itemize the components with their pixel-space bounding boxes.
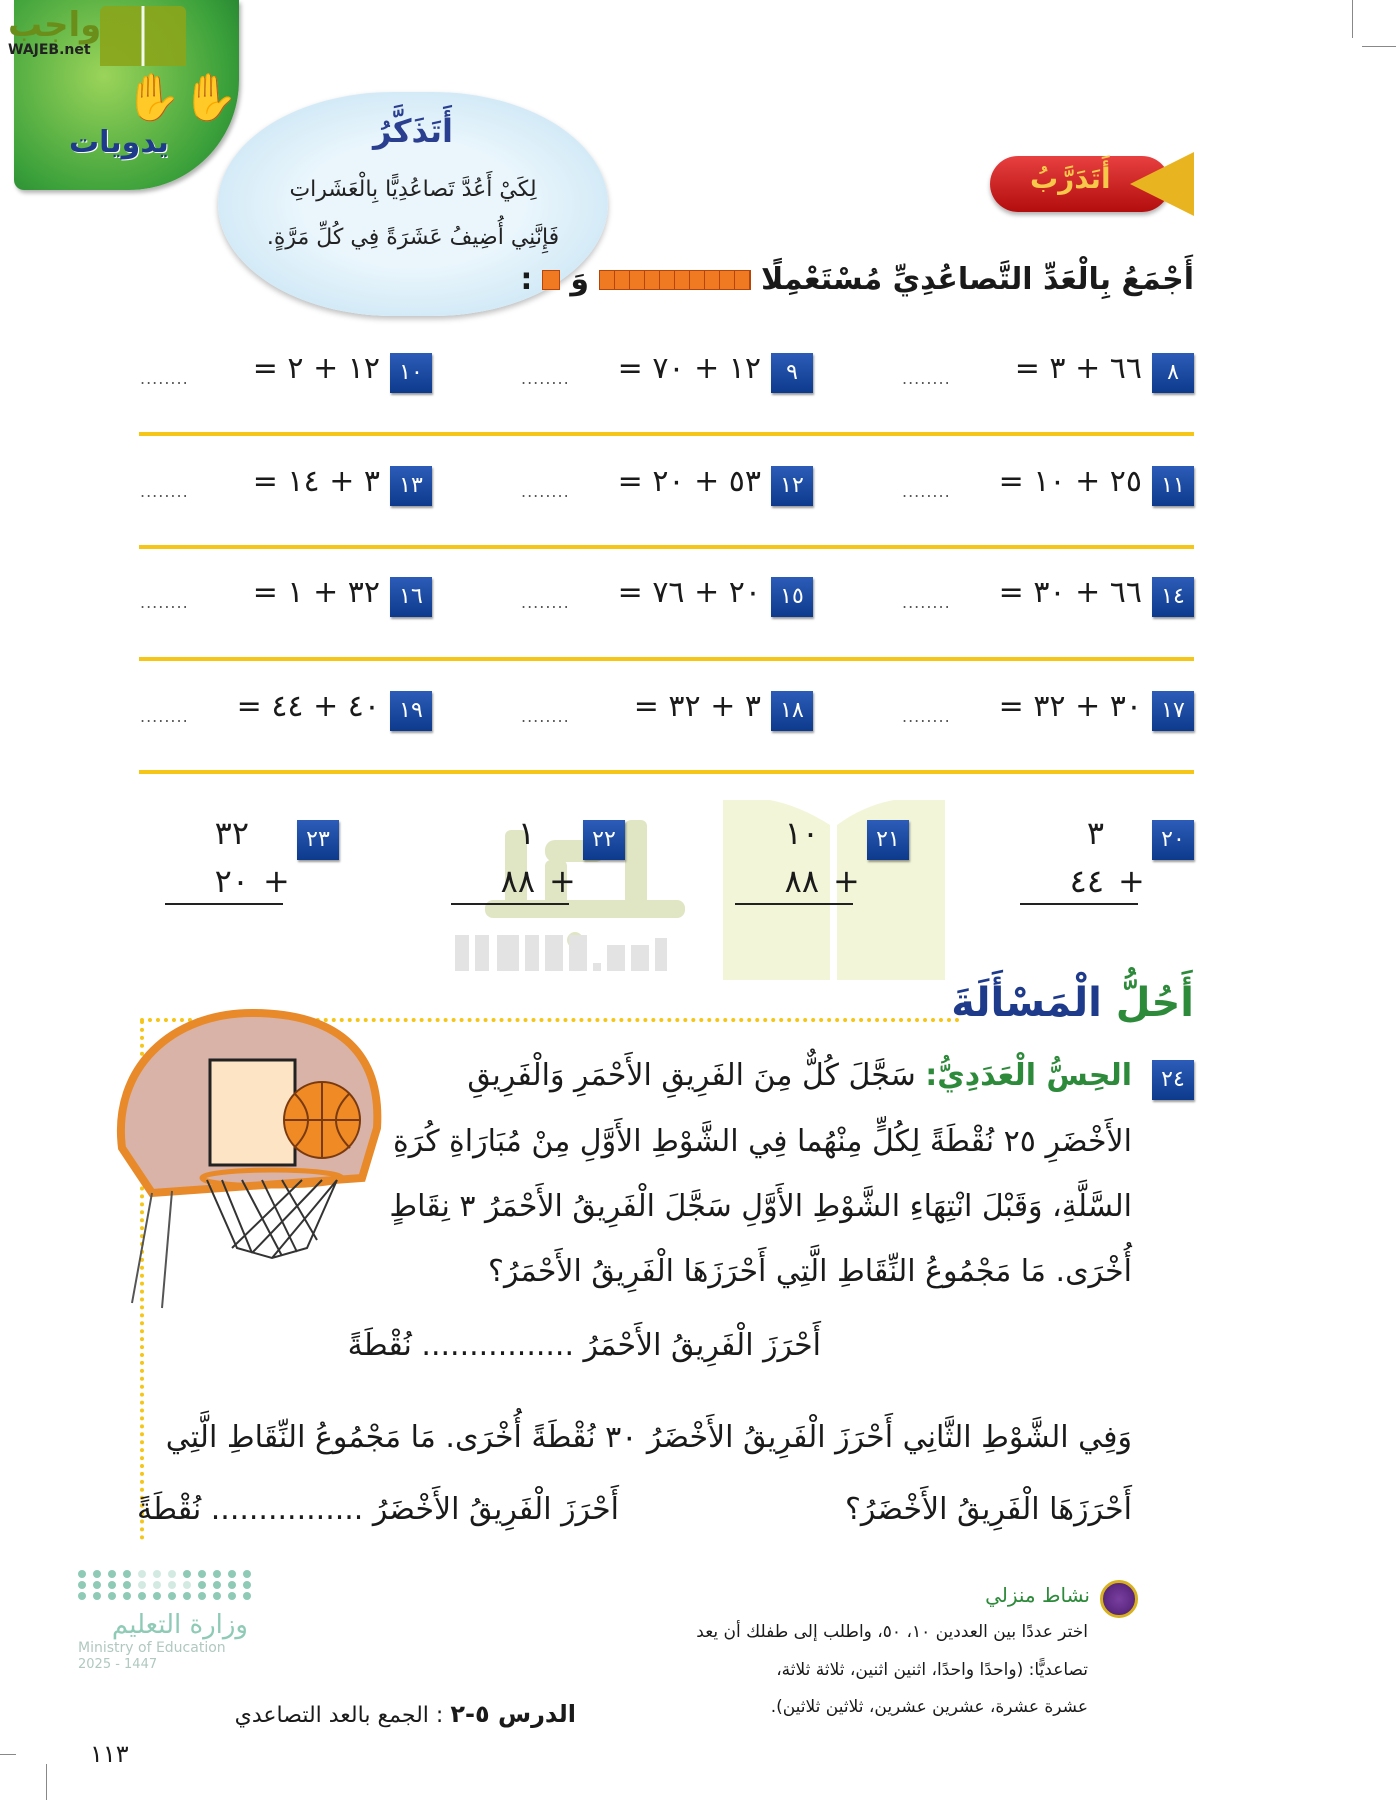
logo-dot [153,1570,161,1578]
logo-dot [93,1581,101,1589]
answer-blank[interactable]: ........ [521,482,570,501]
exercise-expression: ٣ + ٣٢ = [633,689,761,724]
exercise-number-badge: ١١ [1152,466,1194,506]
tab-label: يدويات [69,125,169,160]
exercise-number-badge: ١٧ [1152,691,1194,731]
logo-dot [168,1581,176,1589]
exercise-number-badge: ١٥ [771,577,813,617]
exercise-number-badge: ٩ [771,353,813,393]
unit-cube-icon [542,270,560,290]
exercise-number-badge: ١٨ [771,691,813,731]
exercise-expression: ١٢ + ٧٠ = [617,351,761,386]
logo-dot [153,1592,161,1600]
logo-dot [228,1570,236,1578]
addend-bottom: ٤٤ [1069,862,1104,900]
addend-top: ١ [517,814,535,852]
logo-dot [123,1581,131,1589]
exercise-number-badge: ١٠ [390,353,432,393]
problem-line: الأَخْضَرِ ٢٥ نُقْطَةً لِكُلٍّ مِنْهُما فِي الشَّوْطِ الأَوَّلِ مِنْ مُبَارَاةِ كُرَةِ [392,1124,1132,1159]
exercise-expression: ٣٠ + ٣٢ = [998,689,1142,724]
logo-dot [108,1592,116,1600]
logo-dot [108,1570,116,1578]
logo-dot [213,1570,221,1578]
logo-dot [123,1570,131,1578]
ministry-logo: وزارة التعليم Ministry of Education 2025 - 1447 [78,1570,248,1673]
answer-blank[interactable]: ........ [140,707,189,726]
logo-dot [213,1592,221,1600]
remember-line: لِكَيْ أَعُدَّ تَصاعُدِيًّا بِالْعَشَراتِ [289,177,537,202]
row-divider [139,545,1194,549]
basketball-hoop-icon [112,1008,387,1313]
answer-blank[interactable]: ........ [521,707,570,726]
logo-dot [183,1570,191,1578]
crop-mark [1352,0,1353,38]
practice-instruction: أَجْمَعُ بِالْعَدِّ التَّصاعُدِيِّ مُسْتَعْمِلًا وَ : [520,262,1194,297]
hands-icon: ✋✋ [124,70,239,124]
logo-dot [93,1570,101,1578]
answer-red-field[interactable]: أَحْرَزَ الْفَرِيقُ الأَحْمَرُ ................ نُقْطَةً [347,1328,821,1363]
logo-dot [243,1592,251,1600]
exercise-expression: ٣ + ١٤ = [252,464,380,499]
addend-top: ٣٢ [214,814,249,852]
plus-sign: + [1118,862,1145,900]
logo-dot [78,1581,86,1589]
logo-dot [243,1570,251,1578]
wajeb-logo-book-icon [100,6,186,66]
sum-line [735,903,853,905]
exercise-expression: ٥٣ + ٢٠ = [617,464,761,499]
plus-sign: + [549,862,576,900]
exercise-expression: ٤٠ + ٤٤ = [236,689,380,724]
exercise-expression: ١٢ + ٢ = [252,351,380,386]
exercise-number-badge: ١٦ [390,577,432,617]
answer-blank[interactable]: ........ [140,593,189,612]
problem-line: الحِسُّ الْعَدَدِيُّ: سَجَّلَ كُلٌّ مِنَ الفَرِيقِ الأَحْمَرِ وَالْفَرِيقِ [467,1058,1132,1093]
addend-bottom: ٨٨ [500,862,535,900]
exercise-expression: ٦٦ + ٣ = [1014,351,1142,386]
exercise-number-badge: ١٢ [771,466,813,506]
exercise-expression: ٦٦ + ٣٠ = [998,575,1142,610]
answer-green-field[interactable]: أَحْرَزَ الْفَرِيقُ الأَخْضَرُ ................ نُقْطَةً [137,1492,619,1527]
exercise-expression: ٢٥ + ١٠ = [998,464,1142,499]
home-activity-line: عشرة عشرة، عشرين عشرين، ثلاثين ثلاثين). [770,1697,1088,1717]
arrow-icon [1130,152,1194,216]
logo-dot [228,1581,236,1589]
exercise-number-badge: ١٤ [1152,577,1194,617]
logo-dot [243,1581,251,1589]
addend-bottom: ٨٨ [784,862,819,900]
logo-dot [138,1592,146,1600]
logo-dot [198,1592,206,1600]
sum-line [1020,903,1138,905]
logo-dot [228,1592,236,1600]
logo-dot [183,1581,191,1589]
sum-line [165,903,283,905]
logo-dot [183,1592,191,1600]
exercise-number-badge: ٢٤ [1152,1060,1194,1100]
row-divider [139,432,1194,436]
exercise-number-badge: ٢٠ [1152,820,1194,860]
answer-blank[interactable]: ........ [140,482,189,501]
logo-dot [198,1581,206,1589]
answer-blank[interactable]: ........ [521,593,570,612]
exercise-number-badge: ٢١ [867,820,909,860]
lesson-footer: الدرس ٥-٢ : الجمع بالعد التصاعدي [234,1700,576,1728]
exercise-number-badge: ١٩ [390,691,432,731]
logo-dot [153,1581,161,1589]
practice-label: أَتَدَرَّبُ [990,152,1194,216]
logo-dot [78,1570,86,1578]
wajeb-logo: واجب WAJEB.net [8,5,102,58]
crop-mark [46,1764,47,1800]
answer-blank[interactable]: ........ [902,707,951,726]
remember-line: فَإِنَّنِي أُضِيفُ عَشَرَةً فِي كُلِّ مَرَّةٍ. [266,225,560,250]
answer-blank[interactable]: ........ [140,369,189,388]
answer-blank[interactable]: ........ [902,593,951,612]
addend-top: ٣ [1086,814,1104,852]
problem-line: أَحْرَزَهَا الْفَرِيقُ الأَخْضَرُ؟ [844,1492,1132,1527]
logo-dot [168,1592,176,1600]
answer-blank[interactable]: ........ [902,369,951,388]
answer-blank[interactable]: ........ [902,482,951,501]
exercise-number-badge: ٨ [1152,353,1194,393]
logo-dot [138,1581,146,1589]
logo-dot [93,1592,101,1600]
remember-title: أَتَذَكَّرُ [373,112,453,150]
problem-line: السَّلَّةِ، وَقَبْلَ انْتِهَاءِ الشَّوْطِ الأَوَّلِ سَجَّلَ الْفَرِيقُ الأَحْمَرُ ٣ نِقَاطٍ [389,1189,1132,1224]
home-activity-icon [1100,1580,1138,1618]
logo-dot [123,1592,131,1600]
home-activity-title: نشاط منزلي [985,1583,1090,1607]
addend-top: ١٠ [784,814,819,852]
exercise-expression: ٢٠ + ٧٦ = [617,575,761,610]
page-number: ١١٣ [90,1740,129,1768]
exercise-number-badge: ٢٢ [583,820,625,860]
logo-dot [138,1570,146,1578]
row-divider [139,770,1194,774]
plus-sign: + [263,862,290,900]
logo-dot [108,1581,116,1589]
home-activity-line: اختر عددًا بين العددين ١٠، ٥٠، واطلب إلى طفلك أن يعد [696,1622,1088,1642]
logo-dot [78,1592,86,1600]
exercise-expression: ٣٢ + ١ = [252,575,380,610]
exercise-number-badge: ٢٣ [297,820,339,860]
logo-dot [168,1570,176,1578]
tens-rod-icon [599,270,751,290]
problem-line: وَفِي الشَّوْطِ الثَّانِي أَحْرَزَ الْفَرِيقُ الأَخْضَرُ ٣٠ نُقْطَةً أُخْرَى. مَا مَجْمُوعُ النِّقَاطِ الَّتِي [165,1420,1132,1455]
exercise-number-badge: ١٣ [390,466,432,506]
home-activity-line: تصاعديًّا: (واحدًا واحدًا، اثنين اثنين، ثلاثة ثلاثة، [776,1660,1088,1680]
addend-bottom: ٢٠ [214,862,249,900]
problem-solving-title: أَحُلُّ الْمَسْأَلَةَ [951,980,1194,1026]
answer-blank[interactable]: ........ [521,369,570,388]
row-divider [139,657,1194,661]
logo-dot [213,1581,221,1589]
plus-sign: + [833,862,860,900]
logo-dot [198,1570,206,1578]
crop-mark [1362,46,1396,47]
crop-mark [0,1754,16,1755]
sum-line [451,903,569,905]
problem-line: أُخْرَى. مَا مَجْمُوعُ النِّقَاطِ الَّتِي أَحْرَزَهَا الْفَرِيقُ الأَحْمَرُ؟ [488,1254,1132,1289]
